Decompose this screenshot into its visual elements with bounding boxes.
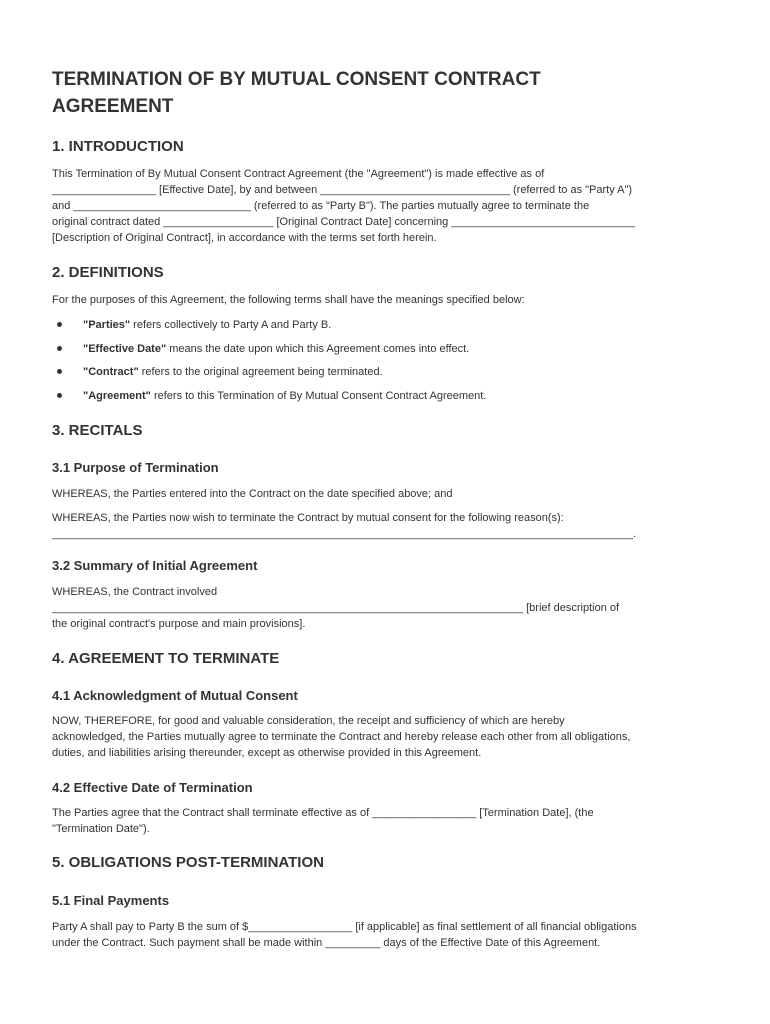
definition-item-parties [52, 317, 724, 341]
introduction-line: [Description of Original Contract], in accordance with the terms set forth herein. [52, 232, 437, 244]
effective-date-line: The Parties agree that the Contract shall terminate effective as of _________________ [Termination Date], (the [52, 807, 594, 819]
final-payments-paragraph [52, 919, 724, 951]
mutual-consent-line: acknowledged, the Parties mutually agree to terminate the Contract and hereby release each other from all obligations, [52, 731, 631, 743]
bullet-icon [57, 369, 62, 374]
definition-text: means the date upon which this Agreement comes into effect. [166, 342, 470, 355]
recital-line: WHEREAS, the Parties now wish to terminate the Contract by mutual consent for the following reason(s): [52, 512, 564, 524]
recital-line: WHEREAS, the Parties entered into the Contract on the date specified above; and [52, 488, 453, 500]
section-heading-definitions: 2. DEFINITIONS [52, 264, 164, 281]
definition-item-agreement [52, 388, 724, 412]
introduction-paragraph [52, 166, 724, 246]
section-heading-recitals: 3. RECITALS [52, 422, 143, 439]
bullet-icon [57, 346, 62, 351]
introduction-line: _________________ [Effective Date], by and between _______________________________ (referred to as "Party A") [52, 184, 633, 196]
mutual-consent-paragraph [52, 713, 724, 761]
summary-line: _____________________________________________________________________________ [brief description of [52, 602, 620, 614]
document-title: TERMINATION OF BY MUTUAL CONSENT CONTRACT AGREEMENT [52, 69, 541, 117]
definition-term: "Effective Date" [83, 342, 167, 355]
section-heading-obligations: 5. OBLIGATIONS POST-TERMINATION [52, 854, 324, 871]
subsection-heading-mutual-consent: 4.1 Acknowledgment of Mutual Consent [52, 688, 298, 703]
section-heading-introduction: 1. INTRODUCTION [52, 138, 184, 155]
bullet-icon [57, 322, 62, 327]
subsection-heading-final-payments: 5.1 Final Payments [52, 893, 170, 908]
bullet-icon [57, 393, 62, 398]
summary-line: WHEREAS, the Contract involved [52, 586, 218, 598]
definition-item-contract [52, 364, 724, 388]
mutual-consent-line: NOW, THEREFORE, for good and valuable consideration, the receipt and sufficiency of which are hereby [52, 715, 565, 727]
subsection-heading-effective-date: 4.2 Effective Date of Termination [52, 780, 253, 795]
definition-term: "Contract" [83, 366, 139, 378]
section-heading-agreement-to-terminate: 4. AGREEMENT TO TERMINATE [52, 650, 280, 667]
definitions-list [52, 317, 724, 411]
recital-blank-line: _______________________________________________________________________________________________. [52, 528, 637, 540]
final-payments-line: Party A shall pay to Party B the sum of $_________________ [if applicable] as final settlement of all financial obligations [52, 921, 637, 933]
subsection-heading-summary: 3.2 Summary of Initial Agreement [52, 558, 258, 573]
subsection-heading-purpose: 3.1 Purpose of Termination [52, 460, 219, 475]
summary-line: the original contract's purpose and main provisions]. [52, 618, 306, 630]
definition-term: "Parties" [83, 319, 131, 331]
introduction-line: This Termination of By Mutual Consent Contract Agreement (the "Agreement") is made effective as of [52, 168, 545, 180]
summary-paragraph [52, 584, 724, 632]
introduction-line: and _____________________________ (referred to as "Party B"). The parties mutually agree to terminate the [52, 200, 590, 212]
definition-text: refers to this Termination of By Mutual Consent Contract Agreement. [150, 389, 487, 402]
definition-text: refers to the original agreement being terminated. [138, 366, 383, 378]
definition-item-effective-date [52, 341, 724, 365]
definition-text: refers collectively to Party A and Party B. [130, 319, 332, 331]
effective-date-paragraph [52, 805, 724, 837]
definitions-intro: For the purposes of this Agreement, the following terms shall have the meanings specified below: [52, 294, 525, 306]
effective-date-line: "Termination Date"). [52, 823, 150, 835]
definition-term: "Agreement" [83, 389, 151, 402]
introduction-line: original contract dated __________________ [Original Contract Date] concerning ______________________________ [52, 216, 635, 228]
mutual-consent-line: duties, and liabilities arising thereunder, except as otherwise provided in this Agreement. [52, 747, 482, 759]
final-payments-line: under the Contract. Such payment shall be made within _________ days of the Effective Date of this Agreement. [52, 937, 601, 949]
